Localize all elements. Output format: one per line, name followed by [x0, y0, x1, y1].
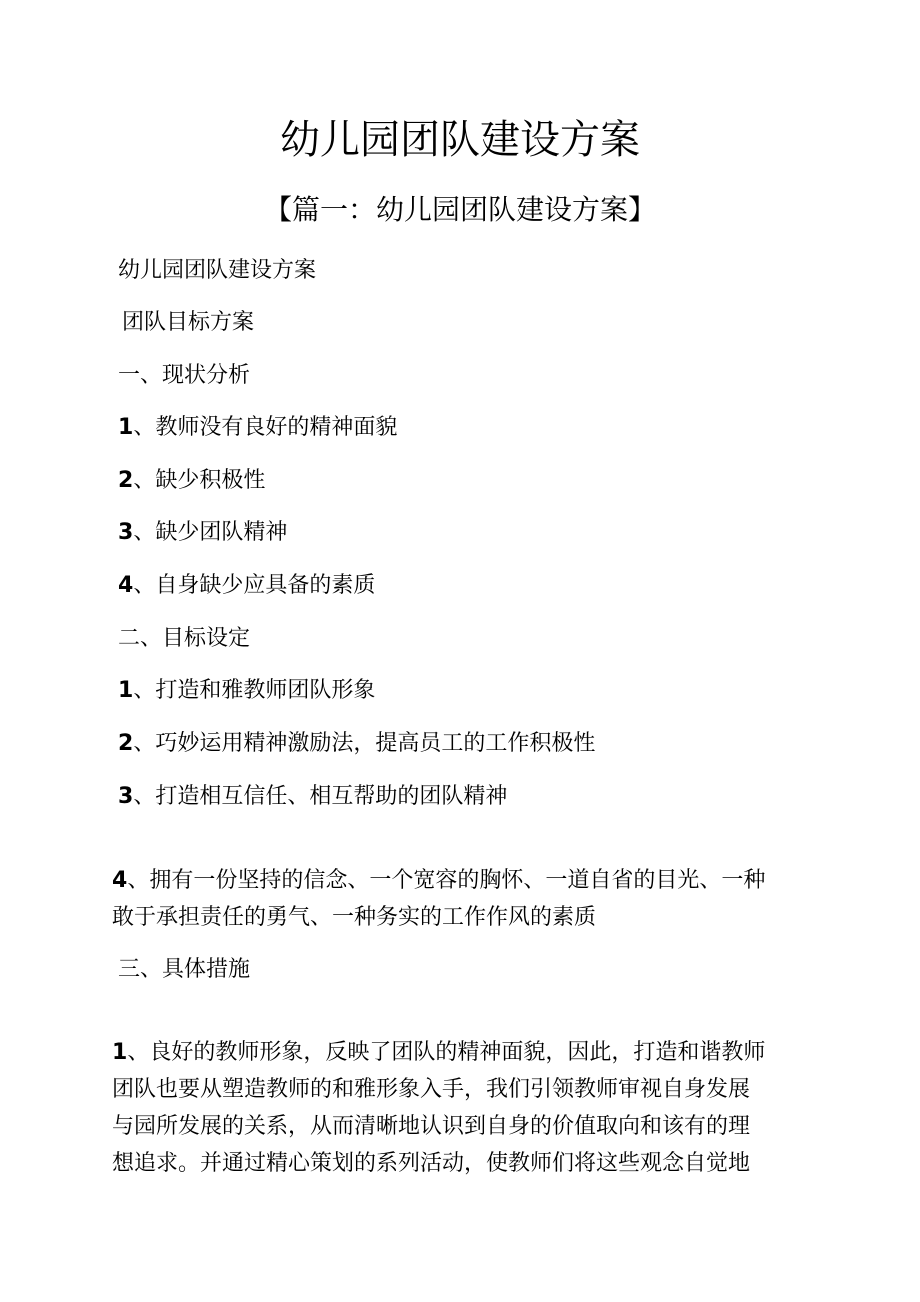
- item-text: 、良好的教师形象，反映了团队的精神面貌，因此，打造和谐教师: [127, 1040, 766, 1065]
- list-item: [118, 571, 375, 601]
- item-number: 1: [118, 678, 134, 703]
- paragraph-line: 敢于承担责任的勇气、一种务实的工作作风的素质: [112, 905, 597, 930]
- paragraph-line: [112, 862, 812, 899]
- section1-title: 一、现状分析: [118, 363, 251, 388]
- list-item: [118, 782, 507, 812]
- item-text: 、巧妙运用精神激励法，提高员工的工作积极性: [133, 731, 596, 756]
- item-text: 、打造相互信任、相互帮助的团队精神: [133, 784, 508, 809]
- paragraph-item-4: [112, 862, 812, 936]
- section-heading: 幼儿园团队建设方案: [118, 258, 317, 283]
- list-item: [118, 676, 375, 706]
- paragraph-line: 想追求。并通过精心策划的系列活动，使教师们将这些观念自觉地: [112, 1151, 751, 1176]
- item-number: 4: [112, 868, 128, 893]
- list-item: [118, 518, 287, 548]
- section-subheading: 团队目标方案: [122, 310, 255, 335]
- item-number: 2: [118, 731, 134, 756]
- item-text: 、打造和雅教师团队形象: [133, 678, 376, 703]
- item-text: 、教师没有良好的精神面貌: [133, 415, 398, 440]
- paragraph-line: 与园所发展的关系，从而清晰地认识到自身的价值取向和该有的理: [112, 1114, 751, 1139]
- section3-title: 三、具体措施: [118, 957, 251, 982]
- item-number: 4: [118, 573, 134, 598]
- section2-title: 二、目标设定: [118, 626, 251, 651]
- paragraph-measures-1: [112, 1034, 812, 1182]
- list-item: [118, 729, 595, 759]
- item-number: 1: [112, 1040, 128, 1065]
- document-title: 幼儿园团队建设方案: [280, 117, 640, 163]
- paragraph-line: [112, 1034, 812, 1071]
- paragraph-line: 团队也要从塑造教师的和雅形象入手，我们引领教师审视自身发展: [112, 1077, 751, 1102]
- document-subtitle: 【篇一：幼儿园团队建设方案】: [263, 193, 656, 226]
- item-number: 3: [118, 784, 134, 809]
- item-number: 1: [118, 415, 134, 440]
- list-item: [118, 466, 265, 496]
- list-item: [118, 413, 397, 443]
- item-number: 3: [118, 520, 134, 545]
- item-text: 、缺少团队精神: [133, 520, 288, 545]
- item-text: 、缺少积极性: [133, 468, 266, 493]
- item-text: 、拥有一份坚持的信念、一个宽容的胸怀、一道自省的目光、一种: [127, 868, 766, 893]
- item-text: 、自身缺少应具备的素质: [133, 573, 376, 598]
- item-number: 2: [118, 468, 134, 493]
